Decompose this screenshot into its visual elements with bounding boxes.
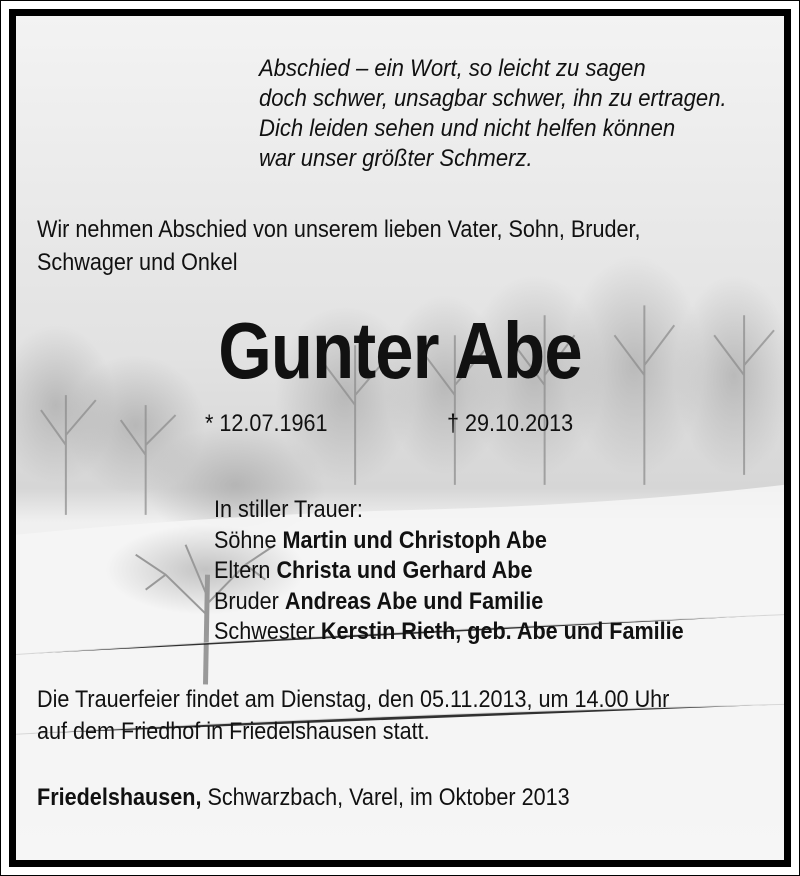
intro-line: Schwager und Onkel xyxy=(37,249,238,276)
closing-line xyxy=(37,783,570,813)
mourner-relation: Bruder xyxy=(214,587,279,615)
mourner-entry xyxy=(214,526,684,557)
intro-line: Wir nehmen Abschied von unserem lieben Vater, Sohn, Bruder, xyxy=(37,216,641,243)
black-frame xyxy=(9,9,791,867)
farewell-intro xyxy=(37,213,641,279)
mourner-entry xyxy=(214,556,684,587)
mourner-relation: Eltern xyxy=(214,557,271,585)
mourner-relation: Söhne xyxy=(214,526,277,554)
funeral-line: Die Trauerfeier findet am Dienstag, den 05.11.2013, um 14.00 Uhr xyxy=(37,686,670,713)
poem-line: Dich leiden sehen und nicht helfen können xyxy=(259,115,676,142)
mourners-list xyxy=(214,495,684,648)
mourner-entry xyxy=(214,587,684,618)
deceased-name: Gunter Abe xyxy=(218,306,582,395)
mourner-names: Martin und Christoph Abe xyxy=(282,526,547,554)
poem-line: Abschied – ein Wort, so leicht zu sagen xyxy=(259,55,646,82)
poem xyxy=(259,54,727,174)
death-date: † 29.10.2013 xyxy=(447,410,574,437)
mourner-relation: Schwester xyxy=(214,618,315,646)
poem-line: doch schwer, unsagbar schwer, ihn zu ertragen. xyxy=(259,85,727,112)
funeral-info xyxy=(37,684,669,748)
closing-place: Friedelshausen, xyxy=(37,784,202,811)
birth-date: * 12.07.1961 xyxy=(205,410,328,437)
poem-line: war unser größter Schmerz. xyxy=(259,145,533,172)
closing-rest: Schwarzbach, Varel, im Oktober 2013 xyxy=(207,784,570,811)
mourner-names: Kerstin Rieth, geb. Abe und Familie xyxy=(320,618,684,646)
funeral-line: auf dem Friedhof in Friedelshausen statt. xyxy=(37,718,430,745)
mourners-heading: In stiller Trauer: xyxy=(214,496,363,523)
mourner-entry xyxy=(214,617,684,648)
mourner-names: Andreas Abe und Familie xyxy=(284,587,544,615)
mourner-names: Christa und Gerhard Abe xyxy=(276,557,533,585)
